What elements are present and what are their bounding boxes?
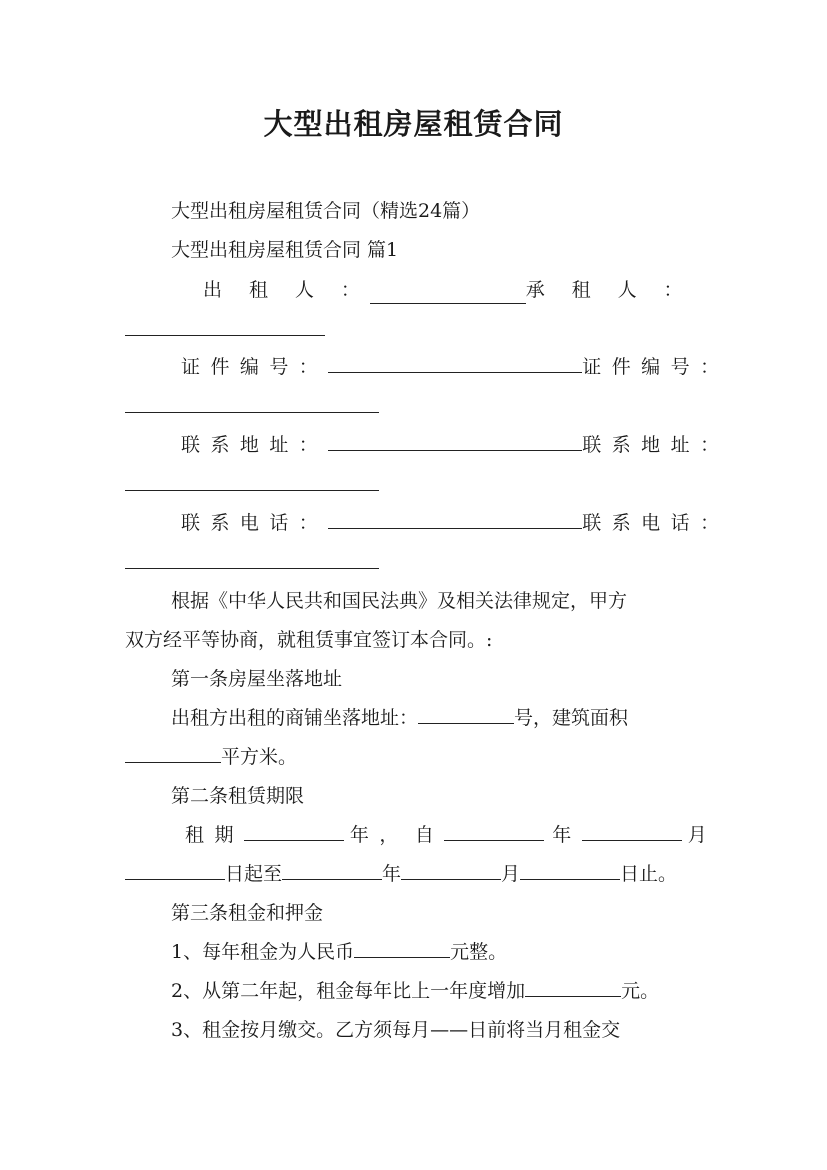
item-1-text-a: 1、每年租金为人民币 [171,941,355,963]
section-1-text-a: 出租方出租的商铺坐落地址： [171,707,419,729]
phone-blank-line [125,549,379,577]
section-1-line-2 [125,743,297,771]
item-2-text-a: 2、从第二年起，租金每年比上一年度增加 [171,980,526,1002]
term-year-label: 年， [349,824,409,846]
address-label-a: 联系地址： [181,434,329,456]
lessee-label: 承 租 人 ： [525,279,693,301]
term-line-1 [185,821,707,849]
phone-blank-a [328,511,582,529]
id-number-blank-line [125,393,379,421]
id-number-line [181,353,730,381]
term-y-label: 年 [552,824,582,846]
term-m-label: 月 [687,824,707,846]
start-year-blank [444,823,544,841]
term-end-label: 日止。 [620,863,678,885]
id-number-blank-b [125,395,379,413]
phone-label-a: 联系电话： [181,512,329,534]
rent-increase-blank [525,979,621,997]
term-years-blank [244,823,344,841]
section-3-heading: 第三条租金和押金 [171,902,324,924]
id-number-label-b: 证件编号： [582,356,730,378]
section-1-heading: 第一条房屋坐落地址 [171,668,343,690]
subtitle: 大型出租房屋租赁合同（精选24篇） [171,200,481,222]
preamble-line-2: 双方经平等协商，就租赁事宜签订本合同。: [125,629,493,651]
section-1-text-b: 号，建筑面积 [514,707,629,729]
term-lease-label: 租期 [185,824,244,846]
address-blank-a [328,433,582,451]
end-year-blank [282,862,382,880]
address-blank-b [125,473,379,491]
phone-blank-b [125,551,379,569]
term-m2-label: 月 [501,863,521,885]
lessee-blank [125,318,325,336]
phone-label-b: 联系电话： [582,512,730,534]
end-day-blank [520,862,620,880]
term-start-label: 日起至 [225,863,283,885]
start-month-blank [582,823,682,841]
article-heading: 大型出租房屋租赁合同 篇1 [171,239,399,261]
lessee-blank-line [125,316,325,344]
area-blank [125,745,221,763]
phone-line [181,509,730,537]
end-month-blank [401,862,501,880]
term-line-2 [125,860,677,888]
parties-line [203,276,693,304]
item-2-text-b: 元。 [621,980,660,1002]
item-2 [171,977,659,1005]
start-day-blank [125,862,225,880]
address-blank-line [125,471,379,499]
section-1-text-c: 平方米。 [221,746,298,768]
lessor-blank [370,286,525,304]
lessor-label: 出 租 人 ： [203,279,371,301]
id-number-blank-a [328,355,582,373]
item-1 [171,938,507,966]
term-from-label: 自 [414,824,445,846]
address-line [181,431,730,459]
address-number-blank [418,706,514,724]
id-number-label-a: 证件编号： [181,356,329,378]
item-1-text-b: 元整。 [450,941,508,963]
preamble-line-1: 根据《中华人民共和国民法典》及相关法律规定，甲方 [171,590,628,612]
section-2-heading: 第二条租赁期限 [171,785,305,807]
document-title: 大型出租房屋租赁合同 [263,107,564,141]
address-label-b: 联系地址： [582,434,730,456]
term-y2-label: 年 [382,863,402,885]
item-3: 3、租金按月缴交。乙方须每月——日前将当月租金交 [171,1019,621,1041]
annual-rent-blank [354,940,450,958]
section-1-line-1 [171,704,628,732]
